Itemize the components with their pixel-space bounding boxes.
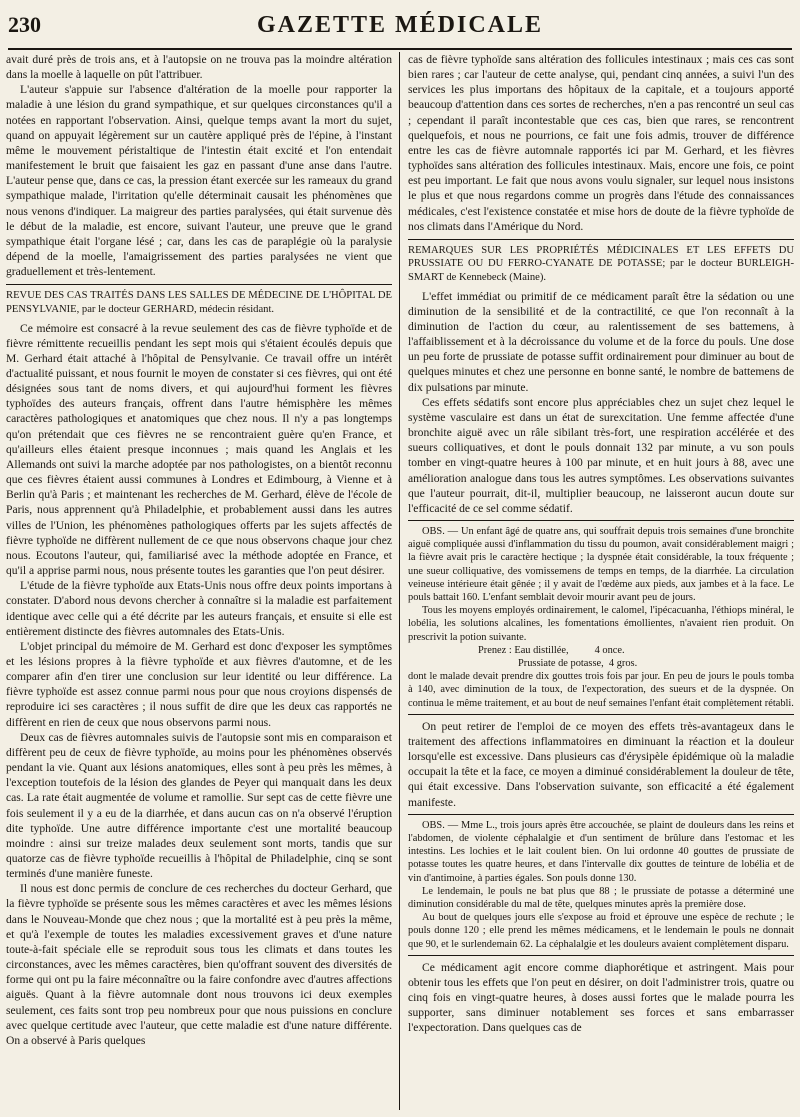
- paragraph: L'effet immédiat ou primitif de ce médicament paraît être la sédation ou une diminution de la sensibilité et de la contractilité, ce que l'on reconnaît à la diminution de l'action du cœur, au ralentissement de ses battemens, à l'affaiblissement et à la décroissance du volume et de la force du pouls. Une dose un peu forte de prussiate de potasse suffit ordinairement pour diminuer au bout de quelques minutes et chez une personne en bonne santé, le nombre de battemens de dix pulsations par minute.: [408, 289, 794, 394]
- observation-paragraph: OBS. — Mme L., trois jours après être accouchée, se plaint de douleurs dans les reins et l'abdomen, de violente céphalalgie et d'un sentiment de brûlure dans l'estomac et les intestins. Les lochies et le lait coulent bien. On lui ordonne 40 gouttes de prussiate de potasse toutes les quatre heures, et dans l'intervalle dix gouttes de teinture de lobélia et de vin d'antimoine, à parties égales. Son pouls donne 130.: [408, 819, 794, 884]
- paragraph: Deux cas de fièvres automnales suivis de l'autopsie sont mis en comparaison et diffèrent peu de ceux de fièvre typhoïde, au moins pour les phénomènes observés pendant la vie. Quant aux lésions anatomiques, elles sont à peu près les mêmes, à l'exception toutefois de la lésion des glandes de Peyer qui manquait dans les deux cas. La rate était augmentée de volume et ramollie. Sur sept cas de cette fièvre une fois seulement il y a eu de la diarrhée, et dans aucun cas on n'a observé l'éruption dite typhoïde. Une autre différence importante c'est une mortalité beaucoup moindre : ainsi sur treize malades deux seulement sont morts, tandis que sur quatorze cas de fièvre typhoïde recueillis à l'hôpital de Philadelphie, cinq se sont terminés d'une manière funeste.: [6, 730, 392, 881]
- paragraph: cas de fièvre typhoïde sans altération des follicules intestinaux ; mais ces cas sont bien rares ; car l'auteur de cette analyse, qui, pendant cinq années, a suivi l'un des services les plus importans des hôpitaux de la capitale, et a toujours apporté beaucoup d'attention dans ces sortes de recherches, n'en a pas rencontré un seul cas ; cependant il paraît incontestable que ces cas, bien que rares, se rencontrent quelquefois, et nous ne pourrions, ce fait une fois admis, trouver de différence entre les cas de fièvre automnale rapportés ici par M. Gerhard, et les fièvres typhoïdes sans altération des follicules intestinaux. Mais, encore une fois, ce point est peu important. Le fait que nous avons voulu signaler, sur lequel nous insistons le plus et que nous regardons comme un progrès dans l'étude des connaissances médicales, c'est l'existence constatée et mise hors de doute de la fièvre typhoïde de nos climats dans l'Amérique du Nord.: [408, 53, 794, 233]
- observation-paragraph: OBS. — Un enfant âgé de quatre ans, qui souffrait depuis trois semaines d'une bronchite aiguë compliquée aussi d'inflammation du tissu du poumon, avait considérablement maigri ; la fièvre avait pris le caractère hectique ; la dyspnée était considérable, la toux fréquente ; une sueur colliquative, des vomissemens de temps en temps, de la diarrhée. La circulation veineuse intérieure était gênée ; il y avait de l'œdème aux pieds, aux jambes et à la face. Le pouls battait 160. L'enfant semblait devoir mourir avant peu de jours.: [408, 526, 794, 604]
- divider: [408, 955, 794, 956]
- left-column: [6, 52, 392, 1110]
- paragraph: L'objet principal du mémoire de M. Gerhard est donc d'exposer les symptômes et les lésions propres à la fièvre typhoïde et aux fièvres d'automne, et de les comparer afin d'en tirer une conclusion sur leur identité ou leur différence. La fièvre typhoïde est assez connue parmi nous pour que nous croyions dispensés de reproduire ici ses caractères ; il nous suffit de dire que les deux cas rapportés ne diffèrent en rien de ceux que nous observons parmi nous.: [6, 639, 392, 729]
- page-header: [8, 8, 792, 50]
- observation-paragraph: Tous les moyens employés ordinairement, le calomel, l'ipécacuanha, l'éthiops minéral, le lobélia, les solutions alcalines, les fomentations émollientes, n'avaient rien produit. On prescrivit la potion suivante.: [408, 605, 794, 643]
- paragraph: On peut retirer de l'emploi de ce moyen des effets très-avantageux dans le traitement des affections inflammatoires en diminuant la réaction et la douleur lorsqu'elle est excessive. Dans plusieurs cas d'érysipèle épidémique où la maladie occupait la tête et la face, ce moyen a diminué considérablement la douleur de tête, qui était excessive. Dans l'observation suivante, son efficacité a été également manifeste.: [408, 719, 794, 809]
- observation-paragraph: Au bout de quelques jours elle s'expose au froid et éprouve une espèce de rechute ; le pouls donne 120 ; elle prend les mêmes médicamens, et le lendemain le pouls ne donnait que 90, et le surlendemain 62. La céphalalgie et les douleurs avaient complètement disparu.: [408, 912, 794, 950]
- paragraph: Ces effets sédatifs sont encore plus appréciables chez un sujet chez lequel le système vasculaire est dans un état de surexcitation. Une femme affectée d'une bronchite aiguë avec un râle sibilant très-fort, une respiration accélérée et des sueurs colliquatives, et dont le pouls donnait 132 par minute, a vu son pouls tomber en vingt-quatre heures à 100 par minute, et en huit jours à 88, avec une amélioration analogue dans tous les autres symptômes. Les observations suivantes que l'auteur pourrait, dit-il, multiplier beaucoup, ne laisseront aucun doute sur l'efficacité de ce sel comme sédatif.: [408, 395, 794, 515]
- journal-title: GAZETTE MÉDICALE: [256, 12, 544, 38]
- paragraph: Il nous est donc permis de conclure de ces recherches du docteur Gerhard, que la fièvre typhoïde se présente sous les mêmes caractères et avec les mêmes lésions dans le Nouveau-Monde que chez nous ; que la mortalité est à peu près la même, et qu'à l'exemple de toutes les maladies excessivement graves et d'une nature toute-à-fait spéciale elle se reproduit sous tous les climats et dans toutes les circonstances, avec les mêmes caractères, bien qu'offrant souvent des diversités de forme qui ont pu la faire méconnaître ou la faire confondre avec d'autres affections aiguës. Quant à la fièvre automnale dont nous trouvons ici deux exemples seulement, ces faits sont trop peu nombreux pour que nous puissions en conclure avec quelque certitude avec l'auteur, que cette maladie est d'une nature différente. On a observé à Paris quelques: [6, 882, 392, 1047]
- observation-paragraph: dont le malade devait prendre dix gouttes trois fois par jour. En peu de jours le pouls tomba à 140, avec diminution de la toux, de l'expectoration, des sueurs et de la dyspnée. On continua le même traitement, et au bout de neuf semaines l'enfant était complètement rétabli.: [408, 671, 794, 709]
- column-divider: [399, 52, 400, 1110]
- paragraph: L'étude de la fièvre typhoïde aux Etats-Unis nous offre deux points importans à constater. D'abord nous devons chercher à connaître si la maladie est parfaitement identique avec celle qui a été décrite par les auteurs français, et ensuite si elle est entièrement distincte des fièvres automnales des Etats-Unis.: [6, 579, 392, 638]
- observation-block: [408, 819, 794, 951]
- paragraph: avait duré près de trois ans, et à l'autopsie on ne trouva pas la moindre altération dans la moelle à laquelle on pût l'attribuer.: [6, 53, 392, 82]
- observation-block: [408, 670, 794, 710]
- section-heading: REMARQUES SUR LES PROPRIÉTÉS MÉDICINALES ET LES EFFETS DU PRUSSIATE OU DU FERRO-CYANATE DE POTASSE; par le docteur BURLEIGH-SMART de Kennebeck (Maine).: [408, 239, 794, 285]
- observation-paragraph: Le lendemain, le pouls ne bat plus que 88 ; le prussiate de potasse a déterminé une diminution considérable du mal de tête, quelques minutes après la première dose.: [408, 885, 794, 910]
- paragraph: L'auteur s'appuie sur l'absence d'altération de la moelle pour rapporter la maladie à une lésion du grand sympathique, et sur quelques circonstances qu'il a notées en rapportant l'observation. Ainsi, quelque temps avant la mort du sujet, quand on appuyait légèrement sur un cautère appliqué près de l'épine, à l'instant même le mouvement péristaltique de l'intestin était excité et l'on entendait manifestement le bruit que faisaient les gaz en passant d'une anse dans l'autre. L'auteur pense que, dans ce cas, la pression étant exercée sur les rameaux du grand sympathique malade, l'irritation qu'elle déterminait causait les phénomènes que nous venons d'indiquer. La maigreur des parties paralysées, qui était survenue dès le début de la maladie, est encore, suivant l'auteur, une preuve que le grand sympathique était l'organe lésé ; car, dans les cas de paraplégie où la paralysie dépend de la moelle, l'amaigrissement des parties paralysées ne vient que graduellement et très-lentement.: [6, 83, 392, 279]
- divider: [408, 714, 794, 715]
- observation-block: [408, 525, 794, 644]
- section-heading: REVUE DES CAS TRAITÉS DANS LES SALLES DE MÉDECINE DE L'HÔPITAL DE PENSYLVANIE, par le docteur GERHARD, médecin résidant.: [6, 284, 392, 316]
- paragraph: Ce médicament agit encore comme diaphorétique et astringent. Mais pour obtenir tous les effets que l'on peut en désirer, on doit l'administrer trois, quatre ou cinq fois en vingt-quatre heures, à doses aussi fortes que le malade pourra les supporter, sans diminuer notablement ses forces et sans embarrasser l'expectoration. Dans quelques cas de: [408, 960, 794, 1035]
- paragraph: Ce mémoire est consacré à la revue seulement des cas de fièvre typhoïde et de fièvre rémittente recueillis pendant les sept mois qui s'étaient écoulés depuis que M. Gerhard était attaché à l'hôpital de Pensylvanie. Ce travail offre un intérêt d'actualité puissant, et nous fournit le moyen de constater si ces fièvres, qui ont été désignées sous tant de noms divers, et qui aujourd'hui forment les fièvres typhoïdes des auteurs français, offrent dans l'autre hémisphère les mêmes caractères pathologiques et anatomiques que chez nous. Il n'y a pas longtemps qu'on prétendait que ces fièvres ne se rencontraient guère qu'en France, et qu'ailleurs elles étaient presque inconnues ; mais quand les Anglais et les Allemands ont suivi la marche adoptée par nos pathologistes, on a bientôt reconnu que ces fièvres étaient aussi communes à Londres et Edimbourg, à Vienne et à Berlin qu'à Paris ; et maintenant les recherches de M. Gerhard, élève de l'école de Paris, nous apprennent qu'à Philadelphie, et probablement aussi dans les autres villes de l'Union, les phénomènes pathologiques offerts par les sujets affectés de fièvre typhoïde ne diffèrent nullement de ce que nous observons chaque jour chez nous. Ecoutons l'auteur, qui, familiarisé avec la méthode adoptée en France, et qu'il a apprise parmi nous, nous présente toutes les garanties que l'on peut désirer.: [6, 321, 392, 578]
- right-column: [408, 52, 794, 1110]
- prescription-line: Prussiate de potasse, 4 gros.: [518, 658, 638, 670]
- divider: [408, 814, 794, 815]
- prescription-line: Prenez : Eau distillée, 4 once.: [478, 644, 625, 656]
- page-number: 230: [8, 12, 41, 37]
- prescription: [408, 644, 794, 670]
- divider: [408, 520, 794, 521]
